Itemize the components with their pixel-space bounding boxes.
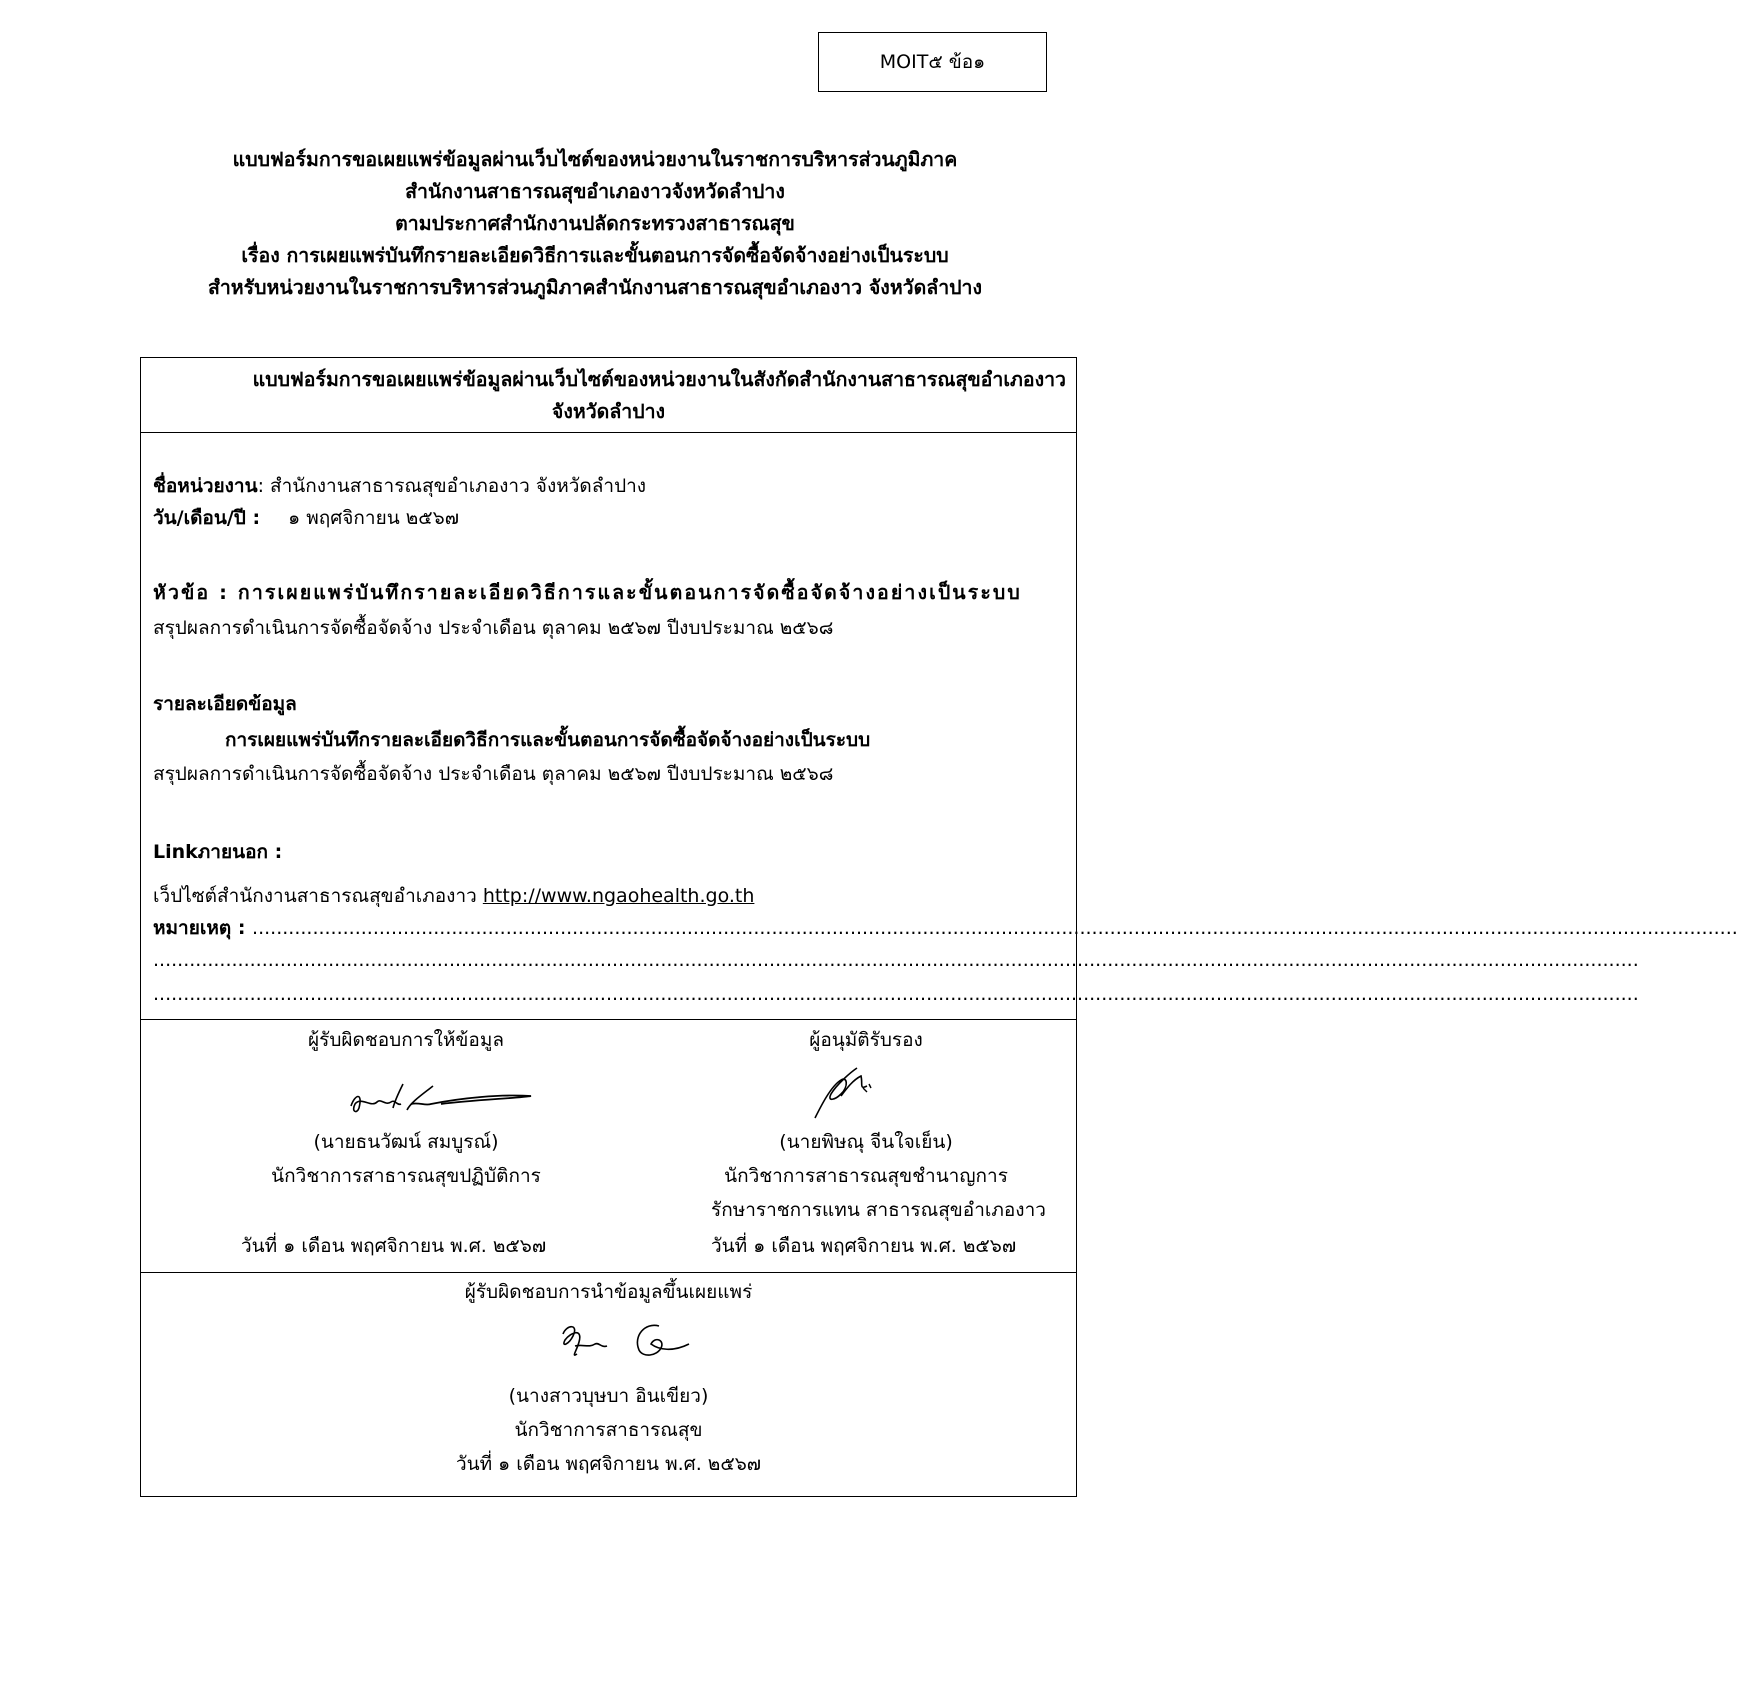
remark-row (153, 912, 1738, 944)
right-signer-role: ผู้อนุมัติรับรอง (809, 1029, 923, 1051)
date-value: ๑ พฤศจิกายน ๒๕๖๗ (288, 507, 460, 529)
reference-box (818, 32, 1047, 92)
publisher-signature (549, 1314, 699, 1374)
unit-value: : สำนักงานสาธารณสุขอำเภองาว จังหวัดลำปาง (257, 475, 647, 497)
unit-row (153, 470, 646, 502)
date-label: วัน/เดือน/ปี : (153, 507, 261, 529)
remark-label: หมายเหตุ : (153, 917, 253, 939)
form-header-line-2: จังหวัดลำปาง (551, 400, 666, 423)
title-line-4: เรื่อง การเผยแพร่บันทึกรายละเอียดวิธีการและขั้นตอนการจัดซื้อจัดจ้างอย่างเป็นระบบ (241, 244, 949, 267)
right-signer-date: วันที่ ๑ เดือน พฤศจิกายน พ.ศ. ๒๕๖๗ (711, 1235, 1017, 1257)
right-signer-acting: รักษาราชการแทน สาธารณสุขอำเภองาว (711, 1199, 1046, 1221)
unit-label: ชื่อหน่วยงาน (153, 475, 258, 497)
website-row (153, 880, 754, 912)
divider-signatures (141, 1019, 1076, 1020)
left-signer-name: (นายธนวัฒน์ สมบูรณ์) (313, 1131, 499, 1153)
form-header-line-1: แบบฟอร์มการขอเผยแพร่ข้อมูลผ่านเว็บไซต์ของหน่วยงานในสังกัดสำนักงานสาธารณสุขอำเภองาว (252, 368, 1066, 391)
reference-label: MOIT๕ ข้อ๑ (879, 51, 986, 73)
title-line-3: ตามประกาศสำนักงานปลัดกระทรวงสาธารณสุข (395, 212, 795, 235)
topic-heading: หัวข้อ : การเผยแพร่บันทึกรายละเอียดวิธีการและขั้นตอนการจัดซื้อจัดจ้างอย่างเป็นระบบ (153, 581, 1022, 604)
title-line-5: สำหรับหน่วยงานในราชการบริหารส่วนภูมิภาคสำนักงานสาธารณสุขอำเภองาว จังหวัดลำปาง (207, 276, 983, 299)
remark-dots-line-2: ...................................................................................................................................................................................................................................................... (153, 949, 1639, 971)
right-signer-position: นักวิชาการสาธารณสุขชำนาญการ (724, 1165, 1008, 1187)
left-signer-position: นักวิชาการสาธารณสุขปฏิบัติการ (271, 1165, 541, 1187)
detail-subtitle: สรุปผลการดำเนินการจัดซื้อจัดจ้าง ประจำเดือน ตุลาคม ๒๕๖๗ ปีงบประมาณ ๒๕๖๘ (153, 763, 834, 785)
divider-publisher (141, 1272, 1076, 1273)
publisher-role: ผู้รับผิดชอบการนำข้อมูลขึ้นเผยแพร่ (464, 1281, 753, 1303)
title-line-2: สำนักงานสาธารณสุขอำเภองาวจังหวัดลำปาง (405, 180, 785, 203)
divider-header (141, 432, 1076, 433)
title-line-1: แบบฟอร์มการขอเผยแพร่ข้อมูลผ่านเว็บไซต์ของหน่วยงานในราชการบริหารส่วนภูมิภาค (232, 148, 958, 171)
date-row (153, 502, 459, 534)
left-signer-date: วันที่ ๑ เดือน พฤศจิกายน พ.ศ. ๒๕๖๗ (241, 1235, 547, 1257)
remark-dots-1: ...................................................................................................................................................................................................................................................... (252, 917, 1738, 939)
external-link-label: Linkภายนอก : (153, 841, 283, 863)
right-signature (801, 1062, 891, 1124)
website-link[interactable]: http://www.ngaohealth.go.th (482, 885, 755, 907)
publisher-position: นักวิชาการสาธารณสุข (514, 1419, 703, 1441)
publisher-date: วันที่ ๑ เดือน พฤศจิกายน พ.ศ. ๒๕๖๗ (455, 1453, 762, 1475)
right-signer-name: (นายพิษณุ จีนใจเย็น) (779, 1131, 953, 1153)
remark-dots-line-3: ...................................................................................................................................................................................................................................................... (153, 983, 1639, 1005)
topic-subtitle: สรุปผลการดำเนินการจัดซื้อจัดจ้าง ประจำเดือน ตุลาคม ๒๕๖๗ ปีงบประมาณ ๒๕๖๘ (153, 617, 834, 639)
detail-title: การเผยแพร่บันทึกรายละเอียดวิธีการและขั้นตอนการจัดซื้อจัดจ้างอย่างเป็นระบบ (225, 729, 871, 751)
detail-label: รายละเอียดข้อมูล (153, 693, 297, 715)
left-signer-role: ผู้รับผิดชอบการให้ข้อมูล (308, 1029, 504, 1051)
publication-form (140, 357, 1738, 1497)
publisher-name: (นางสาวบุษบา อินเขียว) (508, 1385, 709, 1407)
left-signature (341, 1064, 541, 1120)
website-prefix: เว็ปไซต์สำนักงานสาธารณสุขอำเภองาว (153, 885, 483, 907)
document-title (120, 144, 1070, 304)
